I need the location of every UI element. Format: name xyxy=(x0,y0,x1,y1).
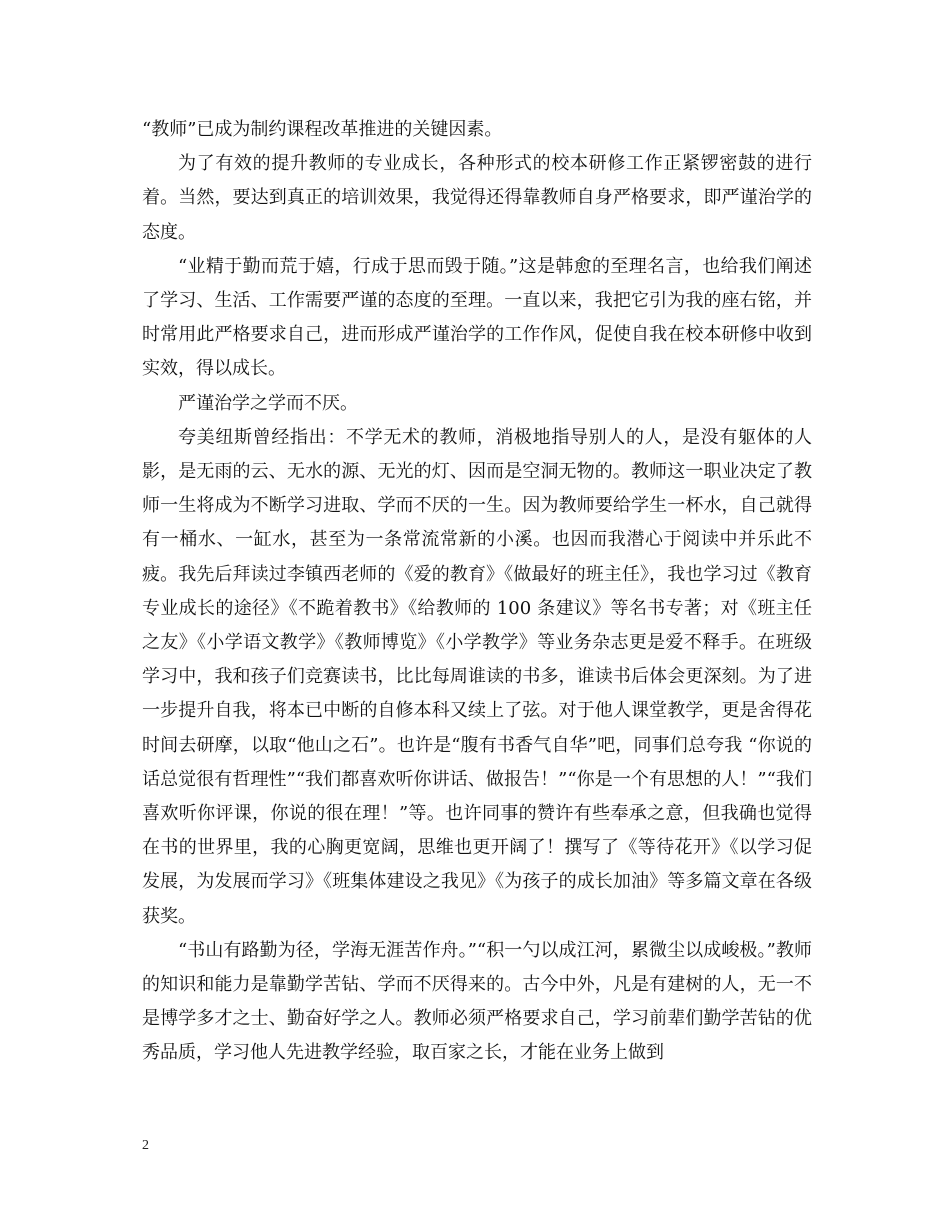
paragraph: 为了有效的提升教师的专业成长，各种形式的校本研修工作正紧锣密鼓的进行着。当然，要达到真正的培训效果，我觉得还得靠教师自身严格要求，即严谨治学的态度。 xyxy=(142,153,812,243)
paragraph: 夸美纽斯曾经指出：不学无术的教师，消极地指导别人的人，是没有躯体的人影，是无雨的云、无水的源、无光的灯、因而是空洞无物的。教师这一职业决定了教师一生将成为不断学习进取、学而不厌的一生。因为教师要给学生一杯水，自己就得有一桶水、一缸水，甚至为一条常流常新的小溪。也因而我潜心于阅读中并乐此不疲。我先后拜读过李镇西老师的《爱的教育》《做最好的班主任》，我也学习过《教育专业成长的途径》《不跪着教书》《给教师的 100 条建议》等名书专著；对《班主任之友》《小学语文教学》《教师博览》《小学教学》等业务杂志更是爱不释手。在班级学习中，我和孩子们竞赛读书，比比每周谁读的书多，谁读书后体会更深刻。为了进一步提升自我，将本已中断的自修本科又续上了弦。对于他人课堂教学，更是舍得花时间去研摩，以取“他山之石”。也许是“腹有书香气自华”吧，同事们总夸我 “你说的话总觉很有哲理性”“我们都喜欢听你讲话、做报告！”“你是一个有思想的人！”“我们喜欢听你评课，你说的很在理！”等。也许同事的赞许有些奉承之意，但我确也觉得在书的世界里，我的心胸更宽阔，思维也更开阔了！撰写了《等待花开》《以学习促发展，为发展而学习》《班集体建设之我见》《为孩子的成长加油》等多篇文章在各级获奖。 xyxy=(142,426,812,927)
paragraph: “业精于勤而荒于嬉，行成于思而毁于随。”这是韩愈的至理名言，也给我们阐述了学习、生活、工作需要严谨的态度的至理。一直以来，我把它引为我的座右铭，并时常用此严格要求自己，进而形成严谨治学的工作作风，促使自我在校本研修中收到实效，得以成长。 xyxy=(142,255,812,380)
document-body xyxy=(142,113,812,1071)
paragraph-continuation: “教师”已成为制约课程改革推进的关键因素。 xyxy=(142,119,503,140)
paragraph: “书山有路勤为径，学海无涯苦作舟。”“积一勺以成江河，累微尘以成峻极。”教师的知识和能力是靠勤学苦钻、学而不厌得来的。古今中外，凡是有建树的人，无一不是博学多才之士、勤奋好学之人。教师必须严格要求自己，学习前辈们勤学苦钻的优秀品质，学习他人先进教学经验，取百家之长，才能在业务上做到 xyxy=(142,939,812,1064)
section-heading: 严谨治学之学而不厌。 xyxy=(178,392,358,414)
page-number: 2 xyxy=(142,1138,149,1153)
